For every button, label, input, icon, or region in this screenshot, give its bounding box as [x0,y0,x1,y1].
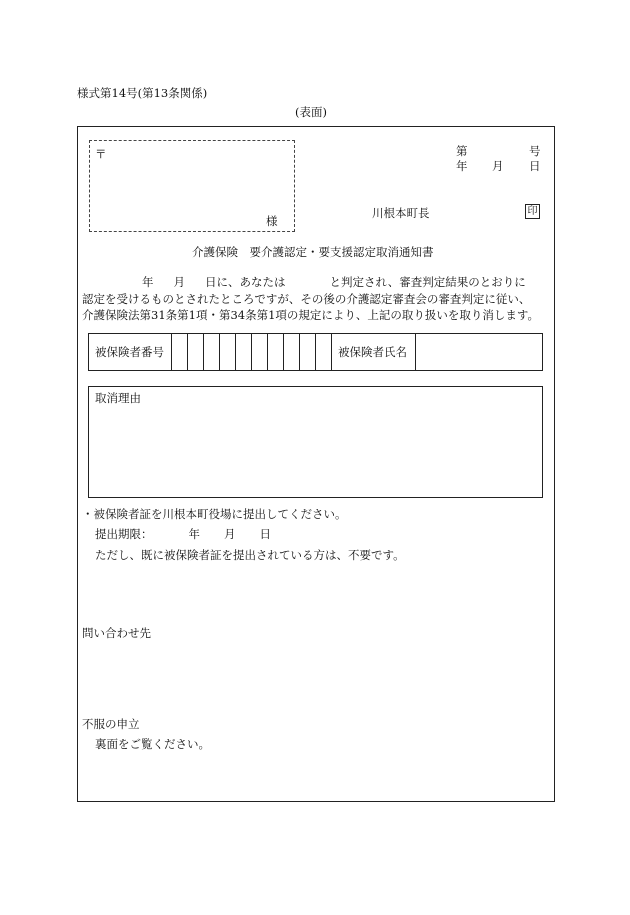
date-day: 日 [529,159,541,173]
date-month: 月 [492,159,504,173]
body-line1-rest: と判定され、審査判定結果のとおりに [329,275,526,289]
insured-name-cell [415,334,542,370]
number-digit-cell [299,334,315,370]
insured-id-table [88,333,543,371]
insured-number-label: 被保険者番号 [95,345,164,359]
deadline-year: 年 [188,527,200,541]
date-year: 年 [456,159,468,173]
reason-label: 取消理由 [95,391,141,405]
number-digit-cell [251,334,267,370]
appeal-text: 裏面をご覧ください。 [95,737,210,751]
document-title: 介護保険 要介護認定・要支援認定取消通知書 [192,245,434,259]
insured-name-label: 被保険者氏名 [331,334,415,370]
number-digit-cell [267,334,283,370]
body-line-1 [82,274,552,291]
deadline-row [95,526,271,542]
number-digit-cell [187,334,203,370]
reason-box [88,386,543,498]
notice-bullet: ・被保険者証を川根本町役場に提出してください。 [82,507,347,521]
appeal-label: 不服の申立 [82,717,140,731]
body-year: 年 [142,275,154,289]
doc-number-dai: 第 [456,144,468,158]
doc-number-go: 号 [529,144,541,158]
postal-mark: 〒 [95,147,107,161]
side-label: (表面) [295,105,327,119]
number-digit-cell [283,334,299,370]
honorific: 様 [266,214,278,228]
body-text [82,274,552,324]
exception-note: ただし、既に被保険者証を提出されている方は、不要です。 [95,548,405,562]
body-day-text: 日に、あなたは [205,275,286,289]
deadline-day: 日 [259,527,271,541]
number-digit-cell [203,334,219,370]
body-line-2: 認定を受けるものとされたところですが、その後の介護認定審査会の審査判定に従い、 [82,291,531,306]
body-month: 月 [173,275,185,289]
contact-label: 問い合わせ先 [82,626,151,640]
seal-icon: 印 [525,204,540,219]
number-digit-cell [235,334,251,370]
number-digit-cell [315,334,331,370]
form-number: 様式第14号(第13条関係) [77,86,208,100]
address-block [89,140,295,232]
issuer: 川根本町長 [372,206,430,220]
deadline-label: 提出期限： [95,527,153,541]
number-digit-cell [219,334,235,370]
deadline-month: 月 [224,527,236,541]
number-digit-cell [171,334,187,370]
body-line-3: 介護保険法第31条第1項・第34条第1項の規定により、上記の取り扱いを取り消します。 [82,308,539,322]
